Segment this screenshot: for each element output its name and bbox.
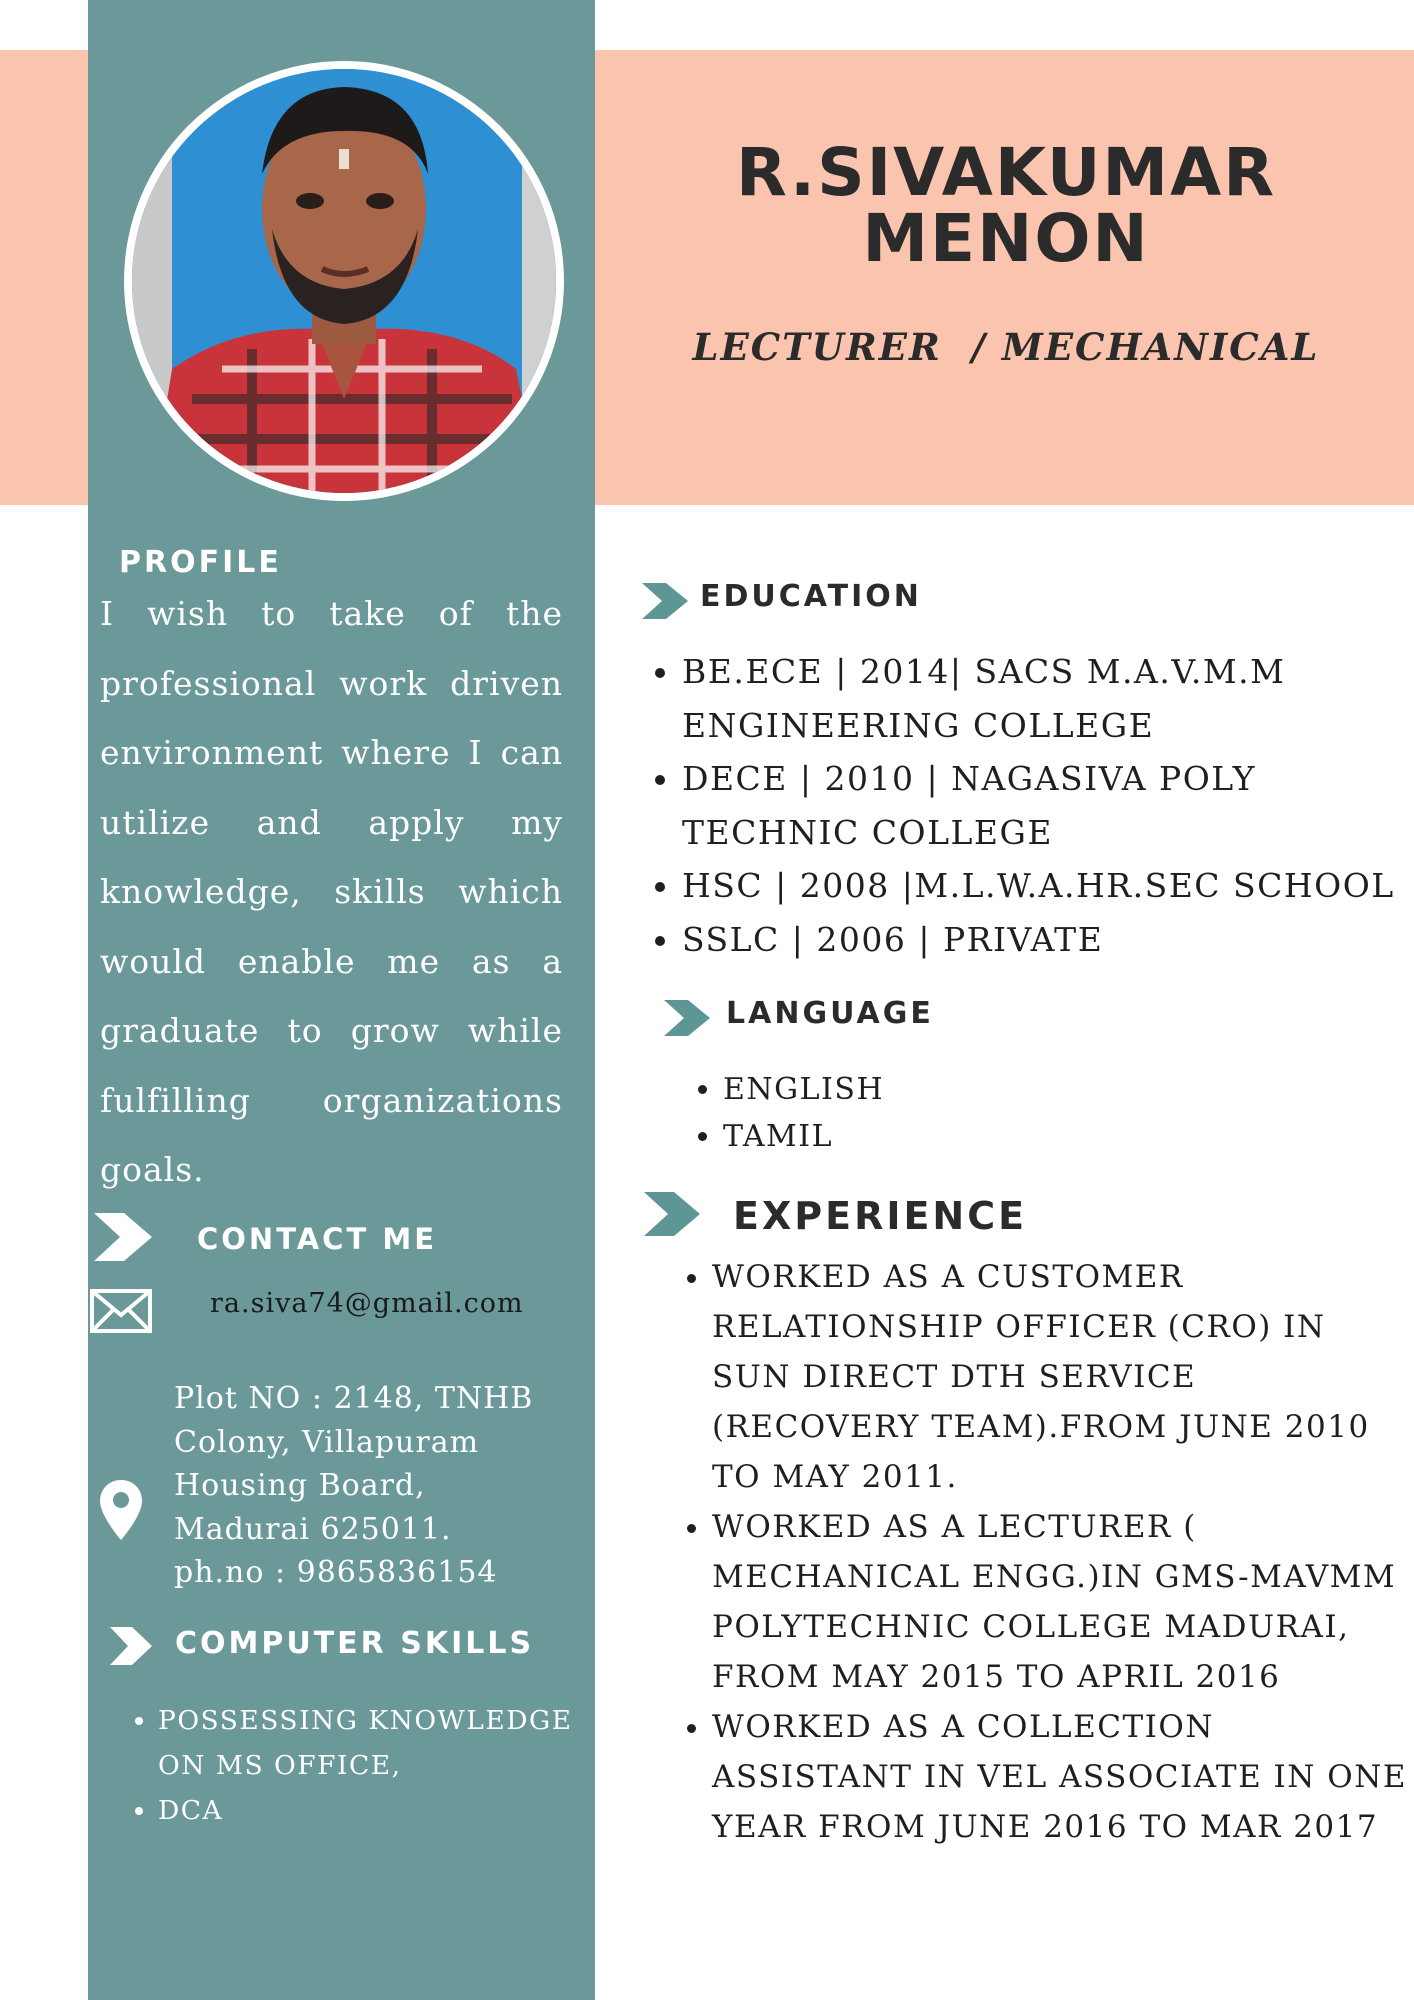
postal-address — [174, 1377, 594, 1595]
list-item: • WORKED AS A LECTURER ( MECHANICAL ENGG.)IN GMS-MAVMM POLYTECHNIC COLLEGE MADURAI, FROM MAY 2015 TO APRIL 2016 — [712, 1502, 1412, 1702]
candidate-name — [600, 134, 1412, 277]
chevron-right-icon — [644, 1192, 700, 1236]
computer-skills-list — [128, 1698, 628, 1833]
portrait-illustration — [132, 69, 556, 493]
map-pin-icon — [98, 1478, 144, 1542]
list-item: • DCA — [158, 1788, 628, 1833]
list-item: • WORKED AS A COLLECTION ASSISTANT IN VEL ASSOCIATE IN ONE YEAR FROM JUNE 2016 TO MAR 2017 — [712, 1702, 1412, 1852]
chevron-right-icon — [664, 1000, 710, 1036]
address-line: Madurai 625011. — [174, 1511, 452, 1547]
list-item: • SSLC | 2006 | PRIVATE — [682, 913, 1414, 967]
address-line: Plot NO : 2148, TNHB — [174, 1381, 534, 1416]
experience-list — [682, 1252, 1412, 1852]
address-line: Colony, Villapuram — [174, 1424, 480, 1460]
job-title: LECTURER / MECHANICAL — [692, 325, 1320, 369]
chevron-right-icon — [110, 1627, 152, 1665]
list-item: • DECE | 2010 | NAGASIVA POLY TECHNIC COLLEGE — [682, 752, 1414, 859]
envelope-icon — [90, 1289, 152, 1333]
list-item: • TAMIL — [723, 1113, 1123, 1160]
language-heading: LANGUAGE — [726, 996, 934, 1031]
photo-portrait — [132, 69, 556, 493]
experience-heading: EXPERIENCE — [733, 1194, 1028, 1238]
chevron-right-icon — [642, 583, 688, 619]
profile-heading: PROFILE — [119, 545, 282, 580]
list-item: • BE.ECE | 2014| SACS M.A.V.M.M ENGINEERING COLLEGE — [682, 645, 1414, 752]
computer-skills-heading: COMPUTER SKILLS — [175, 1626, 535, 1661]
list-item: • ENGLISH — [723, 1066, 1123, 1113]
phone-number: ph.no : 9865836154 — [174, 1555, 498, 1590]
name-line-1: R.SIVAKUMAR — [735, 134, 1277, 211]
profile-text: I wish to take of the professional work driven environment where I can utilize and apply my knowledge, skills which would enable me as a graduate to grow while fulfilling organizations goals. — [100, 594, 563, 1189]
language-list — [693, 1066, 1123, 1160]
chevron-right-icon — [94, 1213, 152, 1261]
contact-heading: CONTACT ME — [197, 1222, 438, 1256]
address-line: Housing Board, — [174, 1468, 426, 1503]
name-line-2: MENON — [862, 200, 1150, 277]
email-address[interactable]: ra.siva74@gmail.com — [210, 1288, 524, 1319]
education-heading: EDUCATION — [700, 579, 922, 614]
list-item: • POSSESSING KNOWLEDGE ON MS OFFICE, — [158, 1698, 628, 1788]
profile-photo — [124, 61, 564, 501]
education-list — [652, 645, 1414, 966]
list-item: • WORKED AS A CUSTOMER RELATIONSHIP OFFICER (CRO) IN SUN DIRECT DTH SERVICE (RECOVERY TEAM).FROM JUNE 2010 TO MAY 2011. — [712, 1252, 1412, 1502]
list-item: • HSC | 2008 |M.L.W.A.HR.SEC SCHOOL — [682, 859, 1414, 913]
